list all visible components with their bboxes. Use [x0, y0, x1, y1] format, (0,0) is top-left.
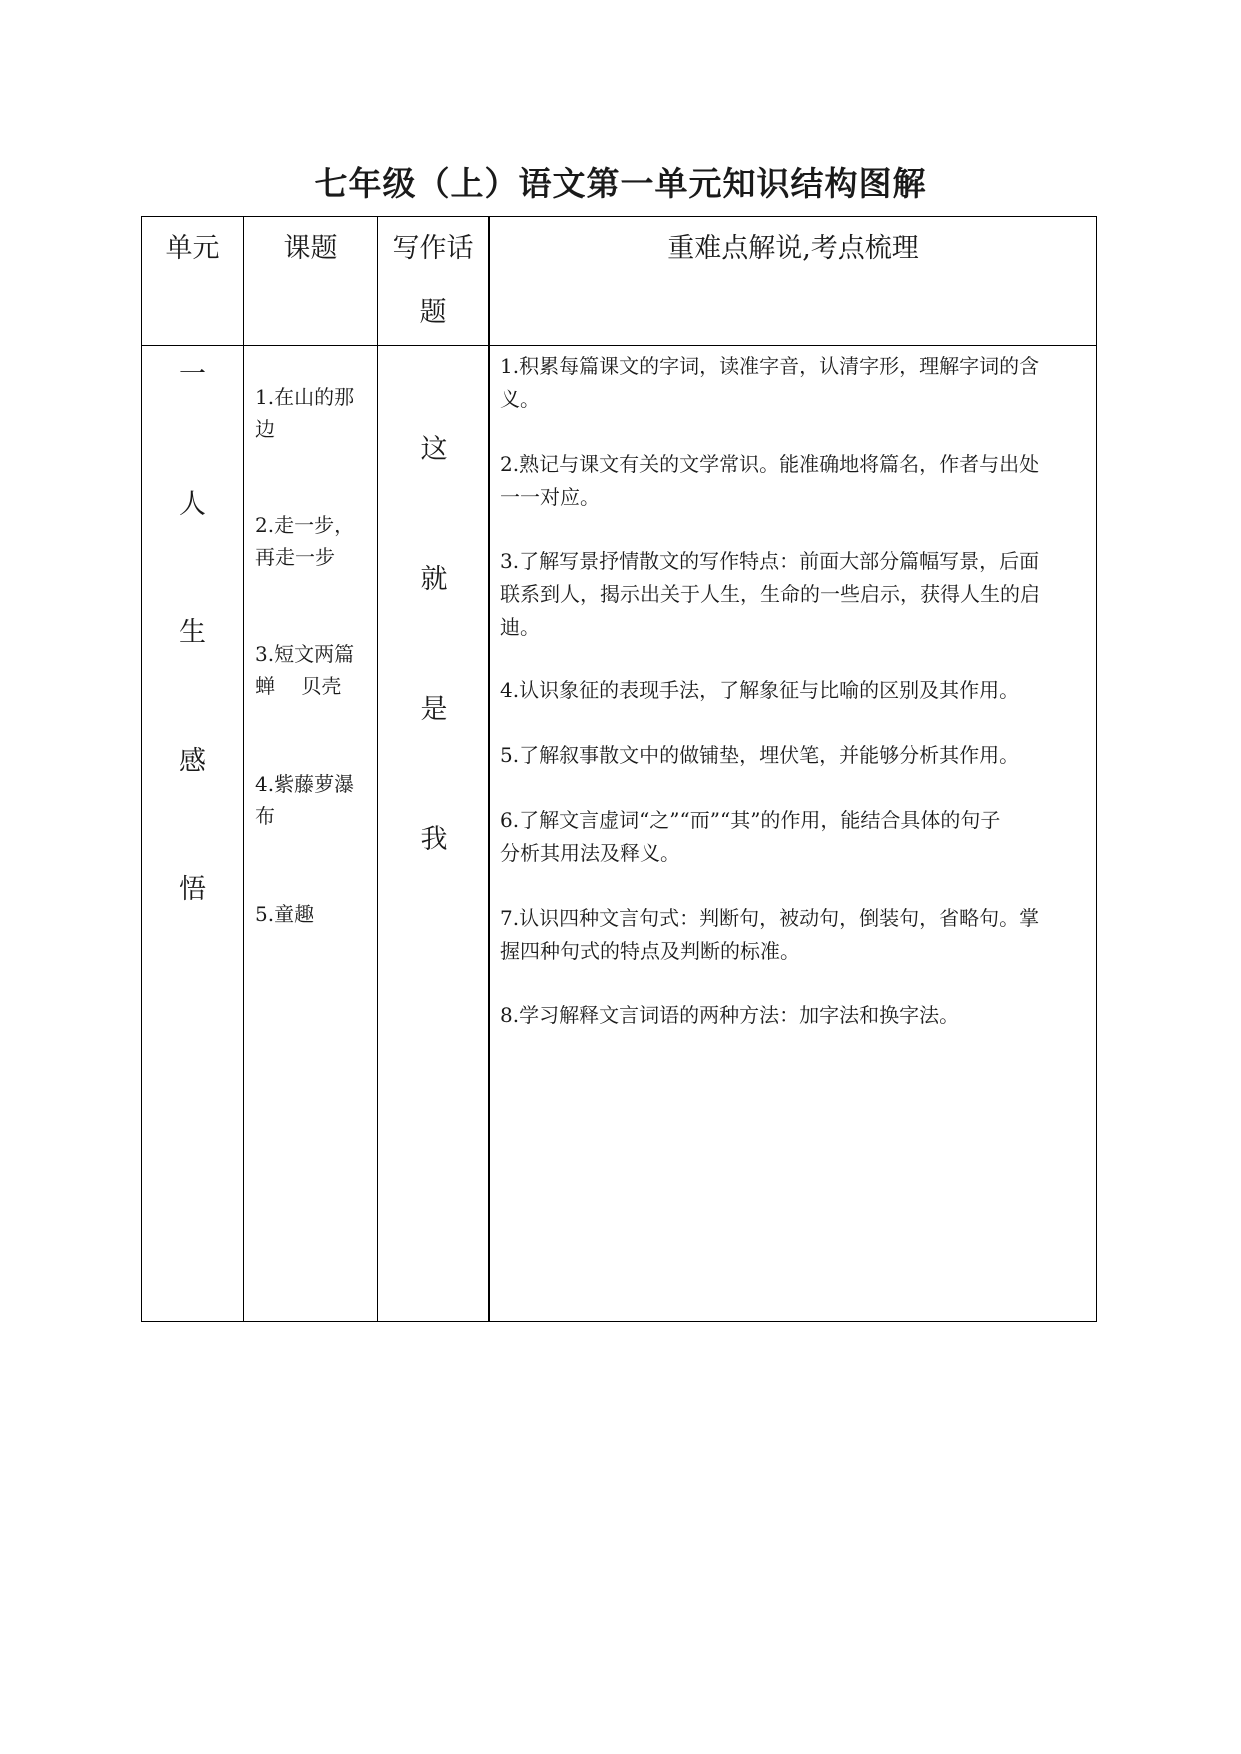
key-point	[500, 999, 1240, 1032]
lesson-line: 边	[255, 417, 275, 441]
writing-topic-char: 就	[420, 564, 448, 595]
key-point-line: 1.积累每篇课文的字词，读准字音，认清字形，理解字词的含	[500, 354, 1040, 378]
header-lesson: 课题	[283, 233, 338, 264]
header-key-points: 重难点解说,考点梳理	[667, 233, 919, 264]
page-title: 七年级（上）语文第一单元知识结构图解	[314, 164, 927, 203]
key-point-line: 8.学习解释文言词语的两种方法：加字法和换字法。	[500, 1003, 960, 1027]
header-writing-topic-line: 写作话	[392, 233, 474, 264]
column-divider	[488, 217, 490, 1321]
lesson-item	[255, 509, 377, 573]
header-unit: 单元	[165, 233, 220, 264]
writing-topic-char: 是	[420, 694, 448, 725]
lesson-item	[255, 381, 377, 445]
lesson-line: 蝉 贝壳	[255, 674, 342, 698]
key-point	[500, 545, 1240, 644]
unit-char: 一	[179, 359, 206, 390]
lesson-line: 1.在山的那	[255, 385, 355, 409]
key-point-line: 2.熟记与课文有关的文学常识。能准确地将篇名，作者与出处	[500, 452, 1040, 476]
key-point	[500, 739, 1240, 772]
lesson-item	[255, 898, 377, 930]
key-point	[500, 804, 1240, 870]
lesson-item	[255, 638, 377, 702]
key-point-line: 6.了解文言虚词“之”“而”“其”的作用，能结合具体的句子	[500, 808, 1001, 832]
lesson-line: 3.短文两篇	[255, 642, 355, 666]
key-point-line: 4.认识象征的表现手法，了解象征与比喻的区别及其作用。	[500, 678, 1020, 702]
writing-topic-char: 我	[420, 824, 448, 855]
key-point	[500, 674, 1240, 707]
lesson-line: 4.紫藤萝瀑	[255, 772, 355, 796]
key-point-line: 联系到人，揭示出关于人生，生命的一些启示，获得人生的启	[500, 582, 1040, 606]
key-point	[500, 448, 1240, 514]
lesson-line: 再走一步	[255, 545, 335, 569]
key-point	[500, 350, 1240, 416]
unit-char: 感	[179, 746, 206, 777]
lesson-line: 5.童趣	[255, 902, 315, 926]
unit-char: 悟	[179, 874, 206, 905]
key-point-line: 握四种句式的特点及判断的标准。	[500, 939, 800, 963]
key-point	[500, 902, 1240, 968]
column-divider	[243, 217, 244, 1321]
unit-char: 人	[179, 489, 206, 520]
key-point-line: 分析其用法及释义。	[500, 841, 680, 865]
lesson-line: 布	[255, 804, 275, 828]
key-point-line: 义。	[500, 387, 540, 411]
key-point-line: 3.了解写景抒情散文的写作特点：前面大部分篇幅写景，后面	[500, 549, 1040, 573]
knowledge-structure-table	[141, 216, 1097, 1322]
key-point-line: 7.认识四种文言句式：判断句，被动句，倒装句，省略句。掌	[500, 906, 1040, 930]
header-writing-topic	[378, 217, 488, 345]
lesson-item	[255, 768, 377, 832]
header-divider	[142, 345, 1096, 346]
key-point-line: 迪。	[500, 615, 540, 639]
lesson-line: 2.走一步，	[255, 513, 355, 537]
column-divider	[377, 217, 378, 1321]
writing-topic-char: 这	[420, 434, 448, 465]
unit-char: 生	[179, 617, 206, 648]
key-point-line: 一一对应。	[500, 485, 600, 509]
key-point-line: 5.了解叙事散文中的做铺垫，埋伏笔，并能够分析其作用。	[500, 743, 1020, 767]
header-writing-topic-line: 题	[419, 297, 447, 328]
